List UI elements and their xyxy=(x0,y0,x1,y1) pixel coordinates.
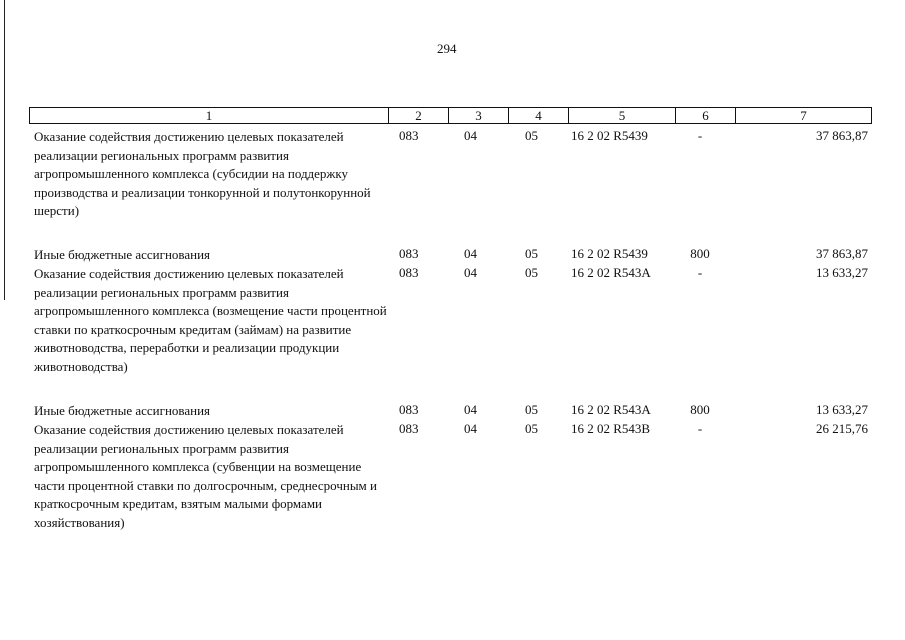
page-margin-line xyxy=(4,0,5,300)
row-col-5: 16 2 02 R5439 xyxy=(571,246,648,261)
row-col-4: 05 xyxy=(525,265,538,280)
column-header-4: 4 xyxy=(509,108,569,124)
column-header-7: 7 xyxy=(736,108,872,124)
row-col-3: 04 xyxy=(464,246,477,261)
row-col-7: 37 863,87 xyxy=(816,128,868,143)
row-col-5: 16 2 02 R5439 xyxy=(571,128,648,143)
row-name: Оказание содействия достижению целевых показателей реализации региональных программ развития агропромышленного комплекса (субсидии на поддержку производства и реализации тонкорунной и полутонкорунной шерсти) xyxy=(34,129,371,218)
row-name: Иные бюджетные ассигнования xyxy=(34,247,211,262)
row-name: Оказание содействия достижению целевых показателей реализации региональных программ развития агропромышленного комплекса (субвенции на возмещение части процентной ставки по долгосрочным, среднесрочным и краткосрочным кредитам, взятым малыми формами хозяйствования) xyxy=(34,422,377,530)
column-header-table xyxy=(29,107,872,124)
page-number: 294 xyxy=(437,41,457,56)
row-col-4: 05 xyxy=(525,128,538,143)
row-col-7: 26 215,76 xyxy=(816,421,868,436)
column-header-3: 3 xyxy=(449,108,509,124)
row-col-7: 37 863,87 xyxy=(816,246,868,261)
row-col-2: 083 xyxy=(399,128,419,143)
row-name: Иные бюджетные ассигнования xyxy=(34,403,211,418)
row-col-7: 13 633,27 xyxy=(816,265,868,280)
row-col-2: 083 xyxy=(399,246,419,261)
row-col-6: 800 xyxy=(690,402,710,417)
column-header-1: 1 xyxy=(30,108,389,124)
row-col-6: - xyxy=(697,128,703,143)
row-col-5: 16 2 02 R543A xyxy=(571,402,651,417)
row-col-6: - xyxy=(697,421,703,436)
row-col-3: 04 xyxy=(464,421,477,436)
row-col-5: 16 2 02 R543B xyxy=(571,421,651,436)
row-col-3: 04 xyxy=(464,402,477,417)
row-col-4: 05 xyxy=(525,402,538,417)
column-header-2: 2 xyxy=(389,108,449,124)
column-header-6: 6 xyxy=(676,108,736,124)
row-col-2: 083 xyxy=(399,421,419,436)
column-header-5: 5 xyxy=(569,108,676,124)
row-col-7: 13 633,27 xyxy=(816,402,868,417)
row-col-2: 083 xyxy=(399,265,419,280)
row-col-3: 04 xyxy=(464,128,477,143)
row-name: Оказание содействия достижению целевых показателей реализации региональных программ развития агропромышленного комплекса (возмещение части процентной ставки по краткосрочным кредитам (займам) на развитие животноводства, переработки и реализации продукции животноводства) xyxy=(34,266,387,374)
row-col-2: 083 xyxy=(399,402,419,417)
row-col-4: 05 xyxy=(525,246,538,261)
row-col-3: 04 xyxy=(464,265,477,280)
column-header-row xyxy=(30,108,872,124)
row-col-5: 16 2 02 R543A xyxy=(571,265,651,280)
row-col-4: 05 xyxy=(525,421,538,436)
row-col-6: 800 xyxy=(690,246,710,261)
row-col-6: - xyxy=(697,265,703,280)
